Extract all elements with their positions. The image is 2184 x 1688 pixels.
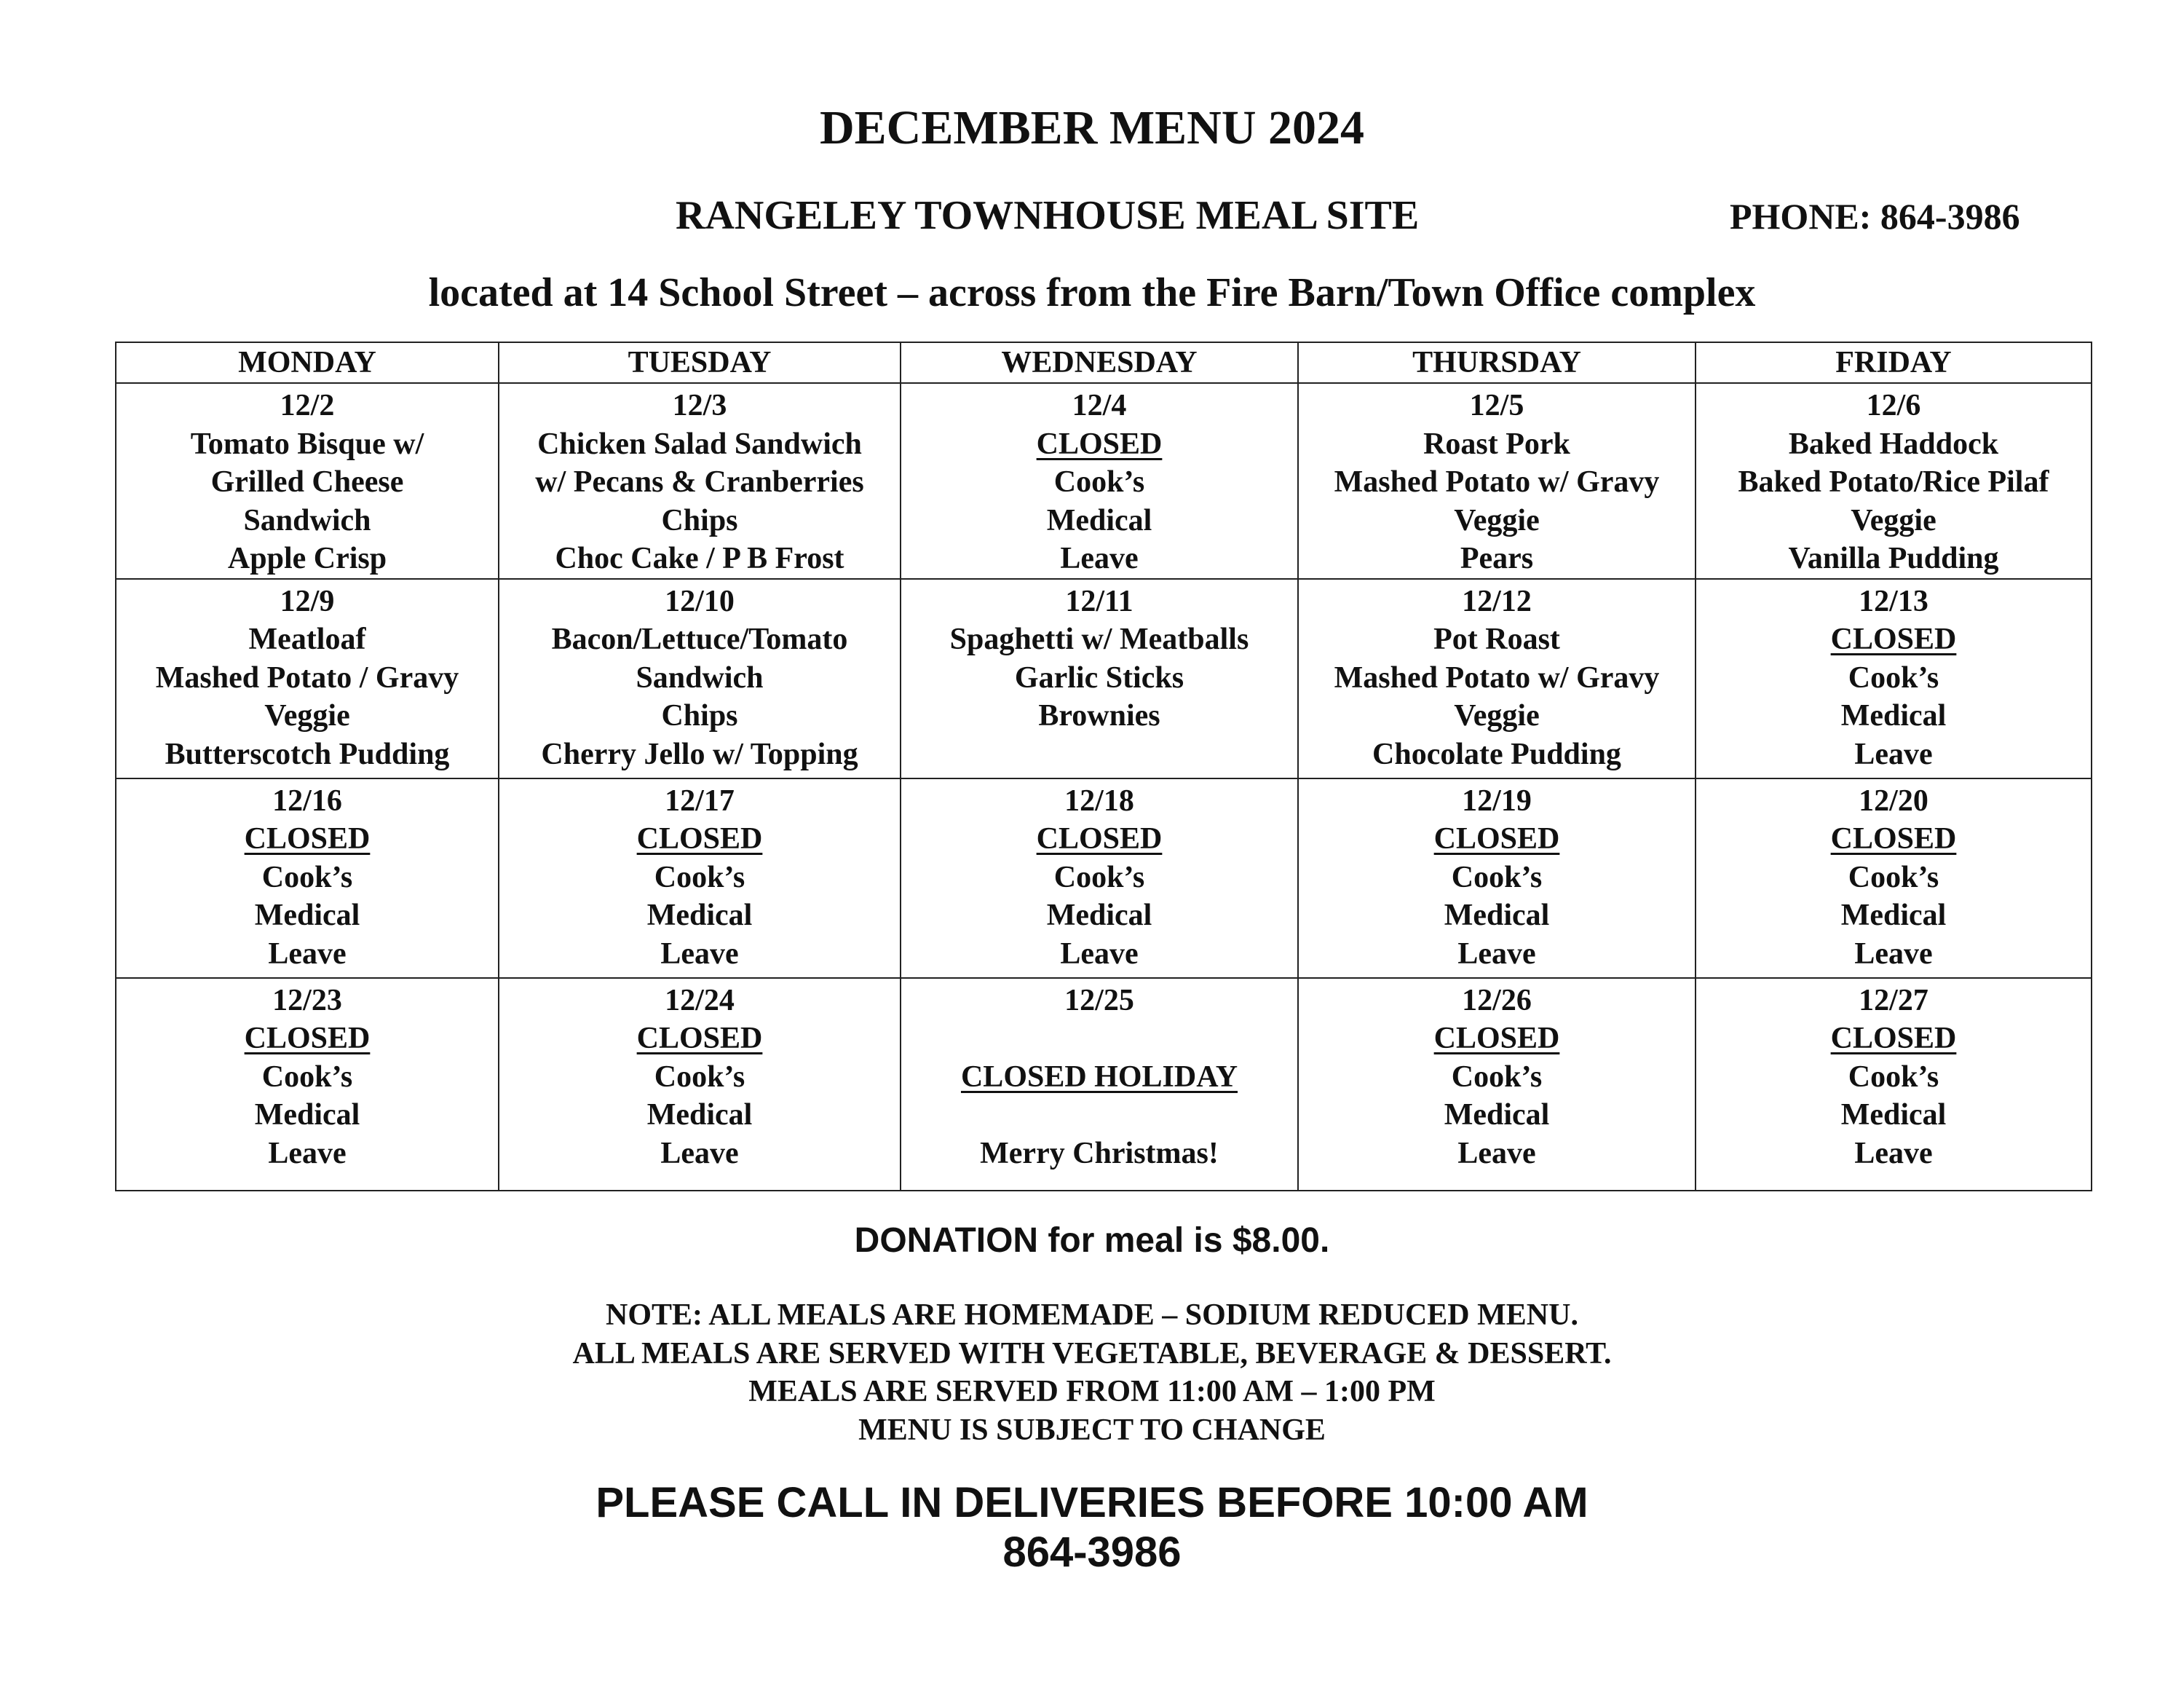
closed-label-text: CLOSED [1830, 1022, 1957, 1055]
menu-item: Medical [1840, 1098, 1947, 1132]
meal-notes [0, 1296, 2184, 1449]
day-date: 12/24 [665, 983, 735, 1017]
menu-table [115, 342, 2092, 1191]
week-row [116, 383, 2092, 579]
menu-item: Baked Haddock [1788, 427, 1999, 461]
menu-item: Leave [268, 1136, 347, 1170]
closed-label-text: CLOSED [636, 822, 763, 856]
day-header-thursday: THURSDAY [1298, 342, 1696, 383]
menu-item: Cook’s [1451, 860, 1543, 894]
day-cell [1696, 778, 2092, 978]
day-date: 12/16 [272, 784, 342, 818]
day-cell [901, 978, 1298, 1191]
menu-item: Apple Crisp [227, 542, 387, 575]
menu-item: Cook’s [261, 860, 353, 894]
menu-body [116, 383, 2092, 1191]
menu-item: Chips [661, 503, 738, 537]
closed-label [116, 1019, 498, 1058]
day-cell [1298, 579, 1696, 778]
menu-item: Cherry Jello w/ Topping [541, 737, 858, 771]
location-line: located at 14 School Street – across from the Fire Barn/Town Office complex [428, 270, 1756, 315]
menu-item: Medical [646, 1098, 753, 1132]
day-date: 12/17 [665, 784, 735, 818]
donation-note: DONATION for meal is $8.00. [854, 1221, 1330, 1260]
menu-item: Leave [1854, 737, 1933, 771]
menu-item: Cook’s [1053, 465, 1145, 499]
day-date: 12/23 [272, 983, 342, 1017]
week-row [116, 978, 2092, 1191]
menu-item: Bacon/Lettuce/Tomato [551, 623, 848, 656]
menu-item: Medical [254, 899, 360, 932]
menu-item: Meatloaf [248, 623, 366, 656]
week-row [116, 778, 2092, 978]
day-cell [1298, 978, 1696, 1191]
day-cell [901, 579, 1298, 778]
day-cell [901, 383, 1298, 579]
closed-label [901, 1058, 1297, 1097]
menu-item: Leave [1457, 1136, 1536, 1170]
day-cell [1298, 778, 1696, 978]
menu-item: Sandwich [636, 660, 764, 695]
day-cell [1696, 978, 2092, 1191]
menu-item: Cook’s [1848, 1060, 1939, 1094]
delivery-call-note [0, 1478, 2184, 1577]
closed-label [1696, 620, 2091, 659]
menu-item: Leave [1854, 1136, 1933, 1170]
day-date: 12/12 [1462, 584, 1532, 618]
closed-label-text: CLOSED [1036, 822, 1163, 856]
menu-item: Veggie [1851, 503, 1936, 537]
menu-item: Mashed Potato / Gravy [155, 660, 459, 695]
menu-item: Roast Pork [1423, 427, 1570, 461]
day-header-wednesday: WEDNESDAY [901, 342, 1298, 383]
day-date: 12/26 [1462, 983, 1532, 1017]
menu-item: Cook’s [654, 860, 745, 894]
menu-item: Choc Cake / P B Frost [555, 542, 844, 575]
closed-label [499, 820, 900, 859]
closed-label [499, 1019, 900, 1058]
delivery-call-text: PLEASE CALL IN DELIVERIES BEFORE 10:00 AM [596, 1479, 1588, 1526]
menu-item: Medical [1840, 899, 1947, 932]
menu-item: Garlic Sticks [1014, 660, 1184, 695]
closed-label [1299, 1019, 1695, 1058]
menu-item: Pears [1460, 542, 1534, 575]
menu-item: Vanilla Pudding [1788, 542, 1999, 575]
day-cell [1696, 579, 2092, 778]
day-date: 12/9 [280, 584, 335, 618]
menu-item: Sandwich [243, 503, 371, 537]
day-date: 12/27 [1859, 983, 1928, 1017]
menu-item: Butterscotch Pudding [165, 737, 450, 771]
menu-item: Spaghetti w/ Meatballs [949, 623, 1249, 656]
menu-item: Medical [646, 899, 753, 932]
menu-item: Cook’s [1848, 660, 1939, 695]
menu-item: Pot Roast [1433, 623, 1560, 656]
menu-item: Medical [254, 1098, 360, 1132]
day-cell [116, 579, 499, 778]
closed-label-text: CLOSED [1830, 623, 1957, 656]
site-name: RANGELEY TOWNHOUSE MEAL SITE [676, 193, 1420, 238]
menu-item: Chips [661, 699, 738, 733]
menu-item [901, 1096, 1297, 1135]
day-cell [116, 383, 499, 579]
day-cell [1298, 383, 1696, 579]
day-date: 12/25 [1064, 983, 1134, 1017]
menu-item: Leave [660, 936, 739, 971]
menu-item: Chicken Salad Sandwich [537, 427, 862, 461]
menu-item: Cook’s [654, 1060, 745, 1094]
day-date: 12/2 [280, 389, 335, 422]
menu-item: Leave [1060, 936, 1139, 971]
closed-label-text: CLOSED [244, 822, 371, 856]
day-date: 12/13 [1859, 584, 1928, 618]
day-date: 12/19 [1462, 784, 1532, 818]
closed-label-text: CLOSED [1036, 427, 1163, 461]
closed-label [901, 820, 1297, 859]
closed-label [901, 425, 1297, 464]
menu-item: Baked Potato/Rice Pilaf [1738, 465, 2049, 499]
day-date: 12/5 [1469, 389, 1524, 422]
closed-label [1696, 1019, 2091, 1058]
day-cell [901, 778, 1298, 978]
day-date: 12/20 [1859, 784, 1928, 818]
menu-item: Medical [1840, 699, 1947, 733]
closed-label-text: CLOSED HOLIDAY [960, 1060, 1238, 1094]
day-header-monday: MONDAY [116, 342, 499, 383]
closed-label-text: CLOSED [1433, 1022, 1560, 1055]
day-cell [499, 978, 901, 1191]
closed-label [116, 820, 498, 859]
menu-item: Leave [1457, 936, 1536, 971]
day-date: 12/11 [1065, 584, 1133, 618]
menu-item: Leave [1854, 936, 1933, 971]
closed-label-text: CLOSED [636, 1022, 763, 1055]
note-line: MENU IS SUBJECT TO CHANGE [858, 1413, 1326, 1447]
menu-item: Medical [1444, 1098, 1550, 1132]
closed-label [1696, 820, 2091, 859]
day-cell [499, 778, 901, 978]
menu-item: Mashed Potato w/ Gravy [1334, 465, 1660, 499]
menu-item: Veggie [1454, 503, 1540, 537]
menu-item: Cook’s [261, 1060, 353, 1094]
closed-label [1299, 820, 1695, 859]
menu-item [901, 1019, 1297, 1058]
day-header-tuesday: TUESDAY [499, 342, 901, 383]
day-header-row [116, 342, 2092, 383]
note-line: ALL MEALS ARE SERVED WITH VEGETABLE, BEVERAGE & DESSERT. [572, 1336, 1612, 1370]
closed-label-text: CLOSED [1830, 822, 1957, 856]
day-date: 12/6 [1866, 389, 1921, 422]
closed-label-text: CLOSED [244, 1022, 371, 1055]
menu-item: Veggie [264, 699, 350, 733]
menu-item: Grilled Cheese [210, 465, 404, 499]
delivery-call-phone: 864-3986 [1002, 1529, 1182, 1576]
day-date: 12/10 [665, 584, 735, 618]
page-title: DECEMBER MENU 2024 [819, 101, 1364, 154]
day-date: 12/4 [1072, 389, 1127, 422]
menu-item: Chocolate Pudding [1372, 737, 1621, 771]
menu-item: Tomato Bisque w/ [190, 427, 424, 461]
menu-item: Medical [1444, 899, 1550, 932]
menu-item: Cook’s [1451, 1060, 1543, 1094]
day-cell [499, 383, 901, 579]
day-cell [499, 579, 901, 778]
day-cell [116, 778, 499, 978]
day-date: 12/3 [672, 389, 727, 422]
week-row [116, 579, 2092, 778]
menu-item: Leave [1060, 542, 1139, 575]
menu-item: Veggie [1454, 699, 1540, 733]
menu-item: w/ Pecans & Cranberries [535, 465, 864, 499]
day-cell [1696, 383, 2092, 579]
closed-label-text: CLOSED [1433, 822, 1560, 856]
menu-item: Cook’s [1848, 860, 1939, 894]
note-line: NOTE: ALL MEALS ARE HOMEMADE – SODIUM REDUCED MENU. [606, 1298, 1578, 1332]
note-line: MEALS ARE SERVED FROM 11:00 AM – 1:00 PM [748, 1375, 1436, 1408]
day-date: 12/18 [1064, 784, 1134, 818]
menu-item: Merry Christmas! [980, 1136, 1219, 1170]
day-header-friday: FRIDAY [1696, 342, 2092, 383]
menu-item: Mashed Potato w/ Gravy [1334, 660, 1660, 695]
phone-number: PHONE: 864-3986 [1730, 196, 2020, 237]
menu-item: Leave [268, 936, 347, 971]
day-cell [116, 978, 499, 1191]
menu-item: Medical [1046, 899, 1152, 932]
menu-item: Cook’s [1053, 860, 1145, 894]
menu-item: Medical [1046, 503, 1152, 537]
menu-item: Brownies [1038, 699, 1160, 733]
menu-item: Leave [660, 1136, 739, 1170]
